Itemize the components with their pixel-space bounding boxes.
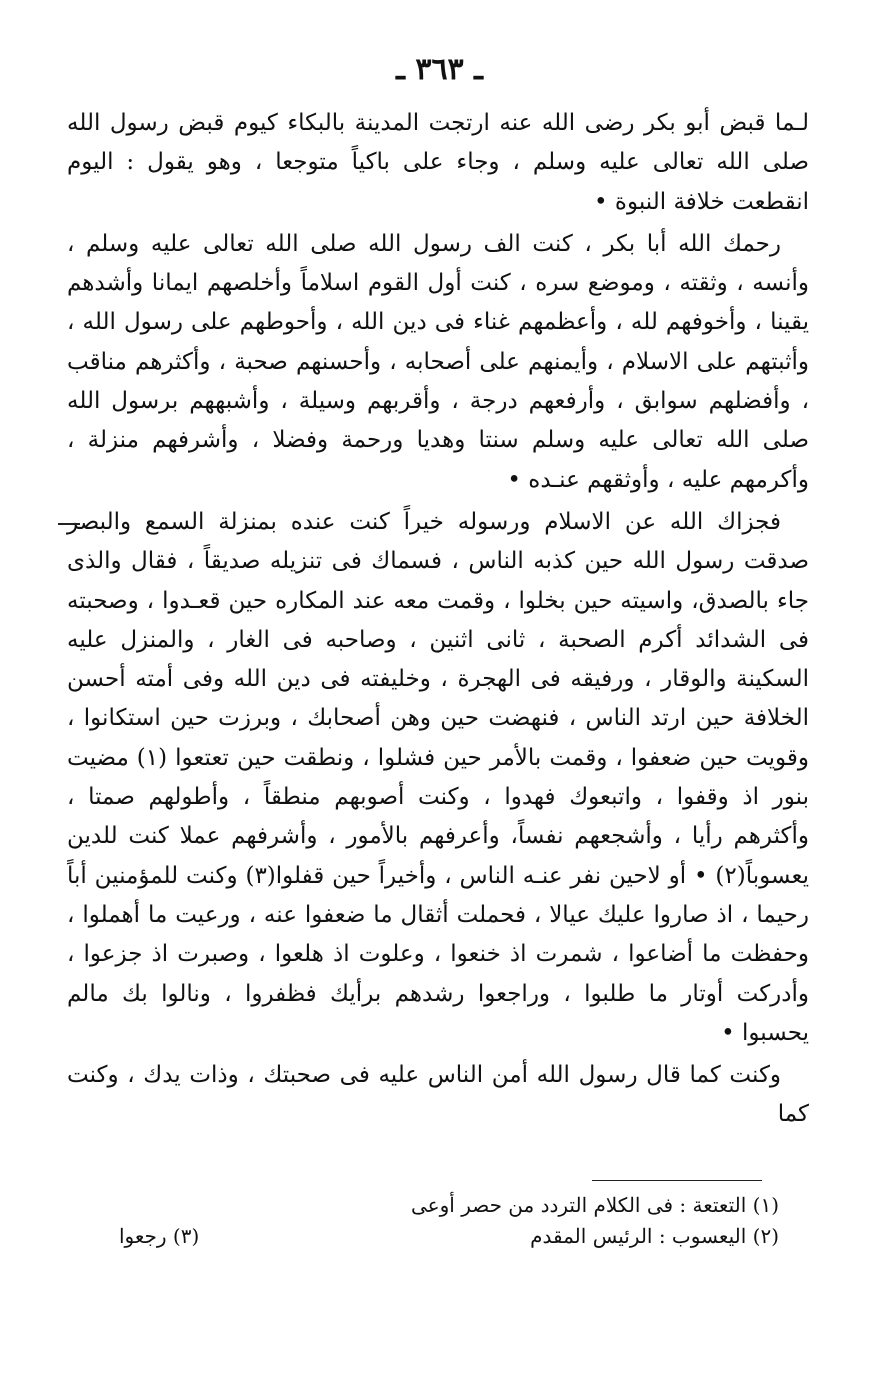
footnote-line-2 xyxy=(119,1221,779,1252)
footnote-1: (١) التعتعة : فى الكلام التردد من حصر أوعى xyxy=(411,1193,779,1217)
footnote-separator xyxy=(592,1180,762,1181)
footnote-2: (٢) اليعسوب : الرئيس المقدم xyxy=(530,1224,779,1248)
paragraph-2: رحمك الله أبا بكر ، كنت الف رسول الله صلى الله تعالى عليه وسلم ، وأنسه ، وثقته ، وموضع سره ، كنت أول القوم اسلاماً وأخلصهم ايمانا وأشدهم يقينا ، وأخوفهم لله ، وأعظمهم غناء فى دين الله ، وأحوطهم على رسول الله ، وأثبتهم على الاسلام ، وأيمنهم على أصحابه ، وأحسنهم صحبة ، وأكثرهم مناقب ، وأفضلهم سوابق ، وأرفعهم درجة ، وأقربهم وسيلة ، وأشبههم برسول الله صلى الله تعالى عليه وسلم سنتا وهديا ورحمة وفضلا ، وأشرفهم منزلة ، وأكرمهم عليه ، وأوثقهم عنـده • xyxy=(67,230,809,493)
body-text xyxy=(67,104,809,1138)
footnotes xyxy=(119,1190,779,1252)
paragraph-3: فجزاك الله عن الاسلام ورسوله خيراً كنت عنده بمنزلة السمع والبصر صدقت رسول الله حين كذبه الناس ، فسماك فى تنزيله صديقاً ، فقال والذى جاء بالصدق، واسيته حين بخلوا ، وقمت معه عند المكاره حين قعـدوا ، وصحبته فى الشدائد أكرم الصحبة ، ثانى اثنين ، وصاحبه فى الغار ، والمنزل عليه السكينة والوقار ، ورفيقه فى الهجرة ، وخليفته فى دين الله وفى أمته أحسن الخلافة حين ارتد الناس ، فنهضت حين وهن أصحابك ، وبرزت حين استكانوا ، وقويت حين ضعفوا ، وقمت بالأمر حين فشلوا ، ونطقت حين تعتعوا (١) مضيت بنور اذ وقفوا ، واتبعوك فهدوا ، وكنت أصوبهم منطقاً ، وأطولهم صمتا ، وأكثرهم رأيا ، وأشجعهم نفساً، وأعرفهم بالأمور ، وأشرفهم عملا كنت للدين يعسوباً(٢) • أو لاحين نفر عنـه الناس ، وأخيراً حين قفلوا(٣) وكنت للمؤمنين أباً رحيما ، اذ صاروا عليك عيالا ، فحملت أثقال ما ضعفوا عنه ، ورعيت ما أهملوا ، وحفظت ما أضاعوا ، شمرت اذ خنعوا ، وعلوت اذ هلعوا ، وصبرت اذ جزعوا ، وأدركت أوتار ما طلبوا ، وراجعوا رشدهم برأيك فظفروا ، ونالوا بك مالم يحسبوا • xyxy=(67,508,809,1046)
footnote-line-1 xyxy=(119,1190,779,1221)
paragraph-1: لـما قبض أبو بكر رضى الله عنه ارتجت المدينة بالبكاء كيوم قبض رسول الله صلى الله تعالى عليه وسلم ، وجاء على باكياً متوجعا ، وهو يقول : اليوم انقطعت خلافة النبوة • xyxy=(67,110,809,215)
paragraph-end-mark xyxy=(58,523,80,525)
paragraph-4: وكنت كما قال رسول الله أمن الناس عليه فى صحبتك ، وذات يدك ، وكنت كما xyxy=(67,1062,809,1128)
page-number: ـ ٣٦٣ ـ xyxy=(396,52,483,87)
footnote-3: (٣) رجعوا xyxy=(119,1224,200,1248)
